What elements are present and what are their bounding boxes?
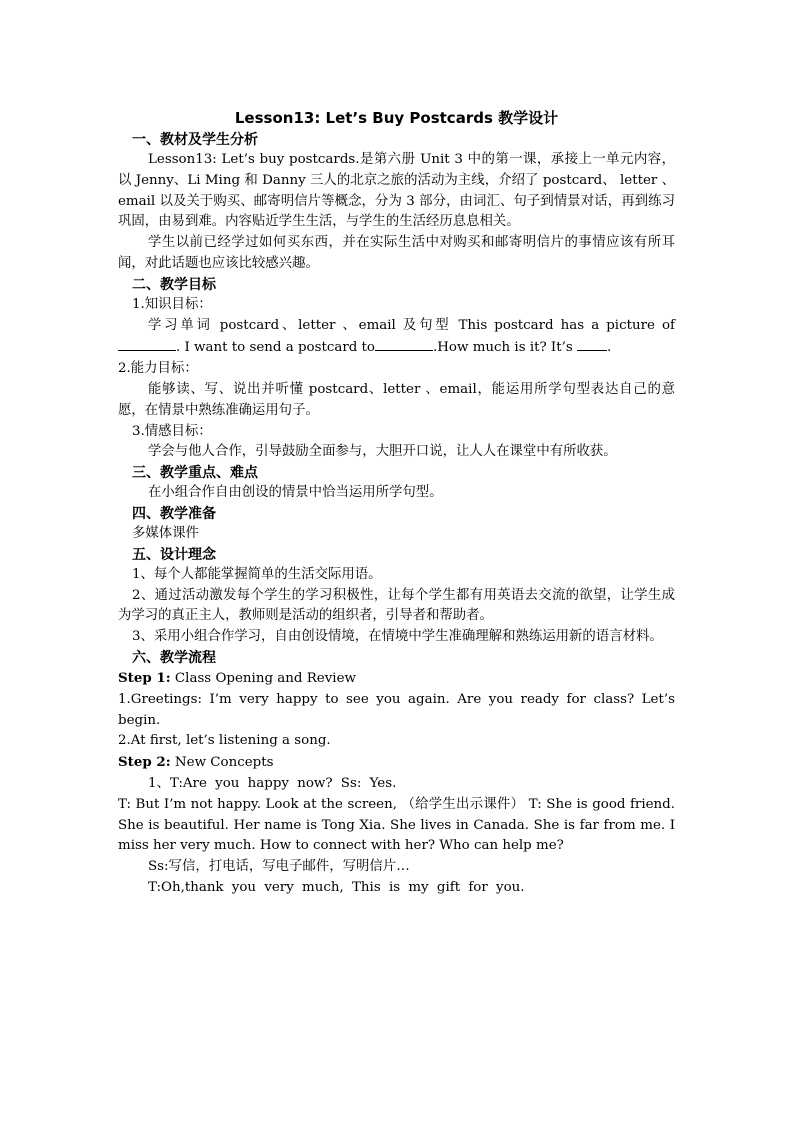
blank-line — [577, 336, 607, 351]
step-1-text: Class Opening and Review — [170, 670, 356, 686]
emotion-goal-label: 3.情感目标： — [132, 423, 212, 439]
section-heading-1: 一、教材及学生分析 — [132, 132, 258, 148]
knowledge-text-b: . I want to send a postcard to — [176, 340, 375, 356]
knowledge-text-a: 学习单词 postcard、letter 、email 及句型 This postcard has a picture of — [148, 317, 675, 333]
section-heading-6: 六、教学流程 — [132, 649, 216, 666]
design-idea-3: 3、采用小组合作学习，自由创设情境，在情境中学生准确理解和熟练运用新的语言材料。 — [132, 629, 663, 645]
section-heading-3: 三、教学重点、难点 — [132, 465, 258, 482]
dialogue-line-2a: T: But I’m not happy. Look at the screen, （给学生出示课件） — [118, 796, 525, 812]
song-line: 2.At first, let’s listening a song. — [118, 733, 331, 749]
dialogue-line-3: Ss:写信，打电话，写电子邮件，写明信片… — [148, 859, 410, 875]
document-title: Lesson13: Let’s Buy Postcards 教学设计 — [234, 109, 559, 127]
section-heading-4: 四、教学准备 — [132, 505, 216, 522]
design-idea-2: 2、通过活动激发每个学生的学习积极性，让每个学生都有用英语去交流的欲望，让学生成为学习的真正主人，教师则是活动的组织者，引导者和帮助者。 — [118, 587, 675, 624]
greeting-line: 1.Greetings: I’m very happy to see you again. Are you ready for class? Let’s begin. — [118, 691, 675, 728]
blank-line — [375, 336, 433, 351]
step-1-label: Step 1: — [118, 669, 171, 686]
section-heading-5: 五、设计理念 — [132, 546, 216, 563]
paragraph-student-analysis: 学生以前已经学过如何买东西，并在实际生活中对购买和邮寄明信片的事情应该有所耳闻，对此话题也应该比较感兴趣。 — [118, 235, 675, 271]
blank-line — [118, 336, 176, 351]
preparation-text: 多媒体课件 — [132, 525, 199, 541]
step-2-label: Step 2: — [118, 754, 171, 771]
dialogue-line-2 — [118, 795, 675, 857]
design-idea-1: 1、每个人都能掌握简单的生活交际用语。 — [132, 566, 382, 582]
knowledge-goal-text — [118, 316, 675, 360]
section-heading-2: 二、教学目标 — [132, 276, 216, 293]
ability-goal-label: 2.能力目标： — [118, 361, 198, 377]
emotion-goal-text: 学会与他人合作，引导鼓励全面参与，大胆开口说，让人人在课堂中有所收获。 — [148, 444, 617, 460]
knowledge-goal-label: 1.知识目标： — [132, 296, 212, 312]
dialogue-line-1: 1、T:Are you happy now? Ss: Yes. — [148, 775, 397, 791]
dialogue-line-2b: T: She is good friend. She is beautiful. Her name is Tong Xia. She lives in Canada. She is far from me. I miss her very much. How to connect with her? Who can help me? — [118, 796, 675, 854]
step-2-text: New Concepts — [170, 755, 274, 771]
ability-goal-text: 能够读、写、说出并听懂 postcard、letter 、email，能运用所学句型表达自己的意愿，在情景中熟练准确运用句子。 — [118, 381, 675, 418]
paragraph-material-analysis: Lesson13: Let’s buy postcards.是第六册 Unit 3 中的第一课，承接上一单元内容，以 Jenny、Li Ming 和 Danny 三人的北京之旅的活动为主线，介绍了 postcard、 letter 、email 以及关于购买、邮寄明信片等概念，分为 3 部分，由词汇、句子到情景对话，再到练习巩固，由易到难。内容贴近学生生活，与学生的生活经历息息相关。 — [118, 152, 675, 230]
step-1 — [118, 668, 675, 690]
document-page — [118, 108, 675, 899]
knowledge-text-c: .How much is it? It’s — [433, 340, 573, 356]
dialogue-line-4: T:Oh,thank you very much, This is my gift for you. — [148, 879, 525, 895]
key-points-text: 在小组合作自由创设的情景中恰当运用所学句型。 — [148, 485, 443, 501]
knowledge-text-end: . — [607, 340, 612, 356]
step-2 — [118, 752, 675, 774]
